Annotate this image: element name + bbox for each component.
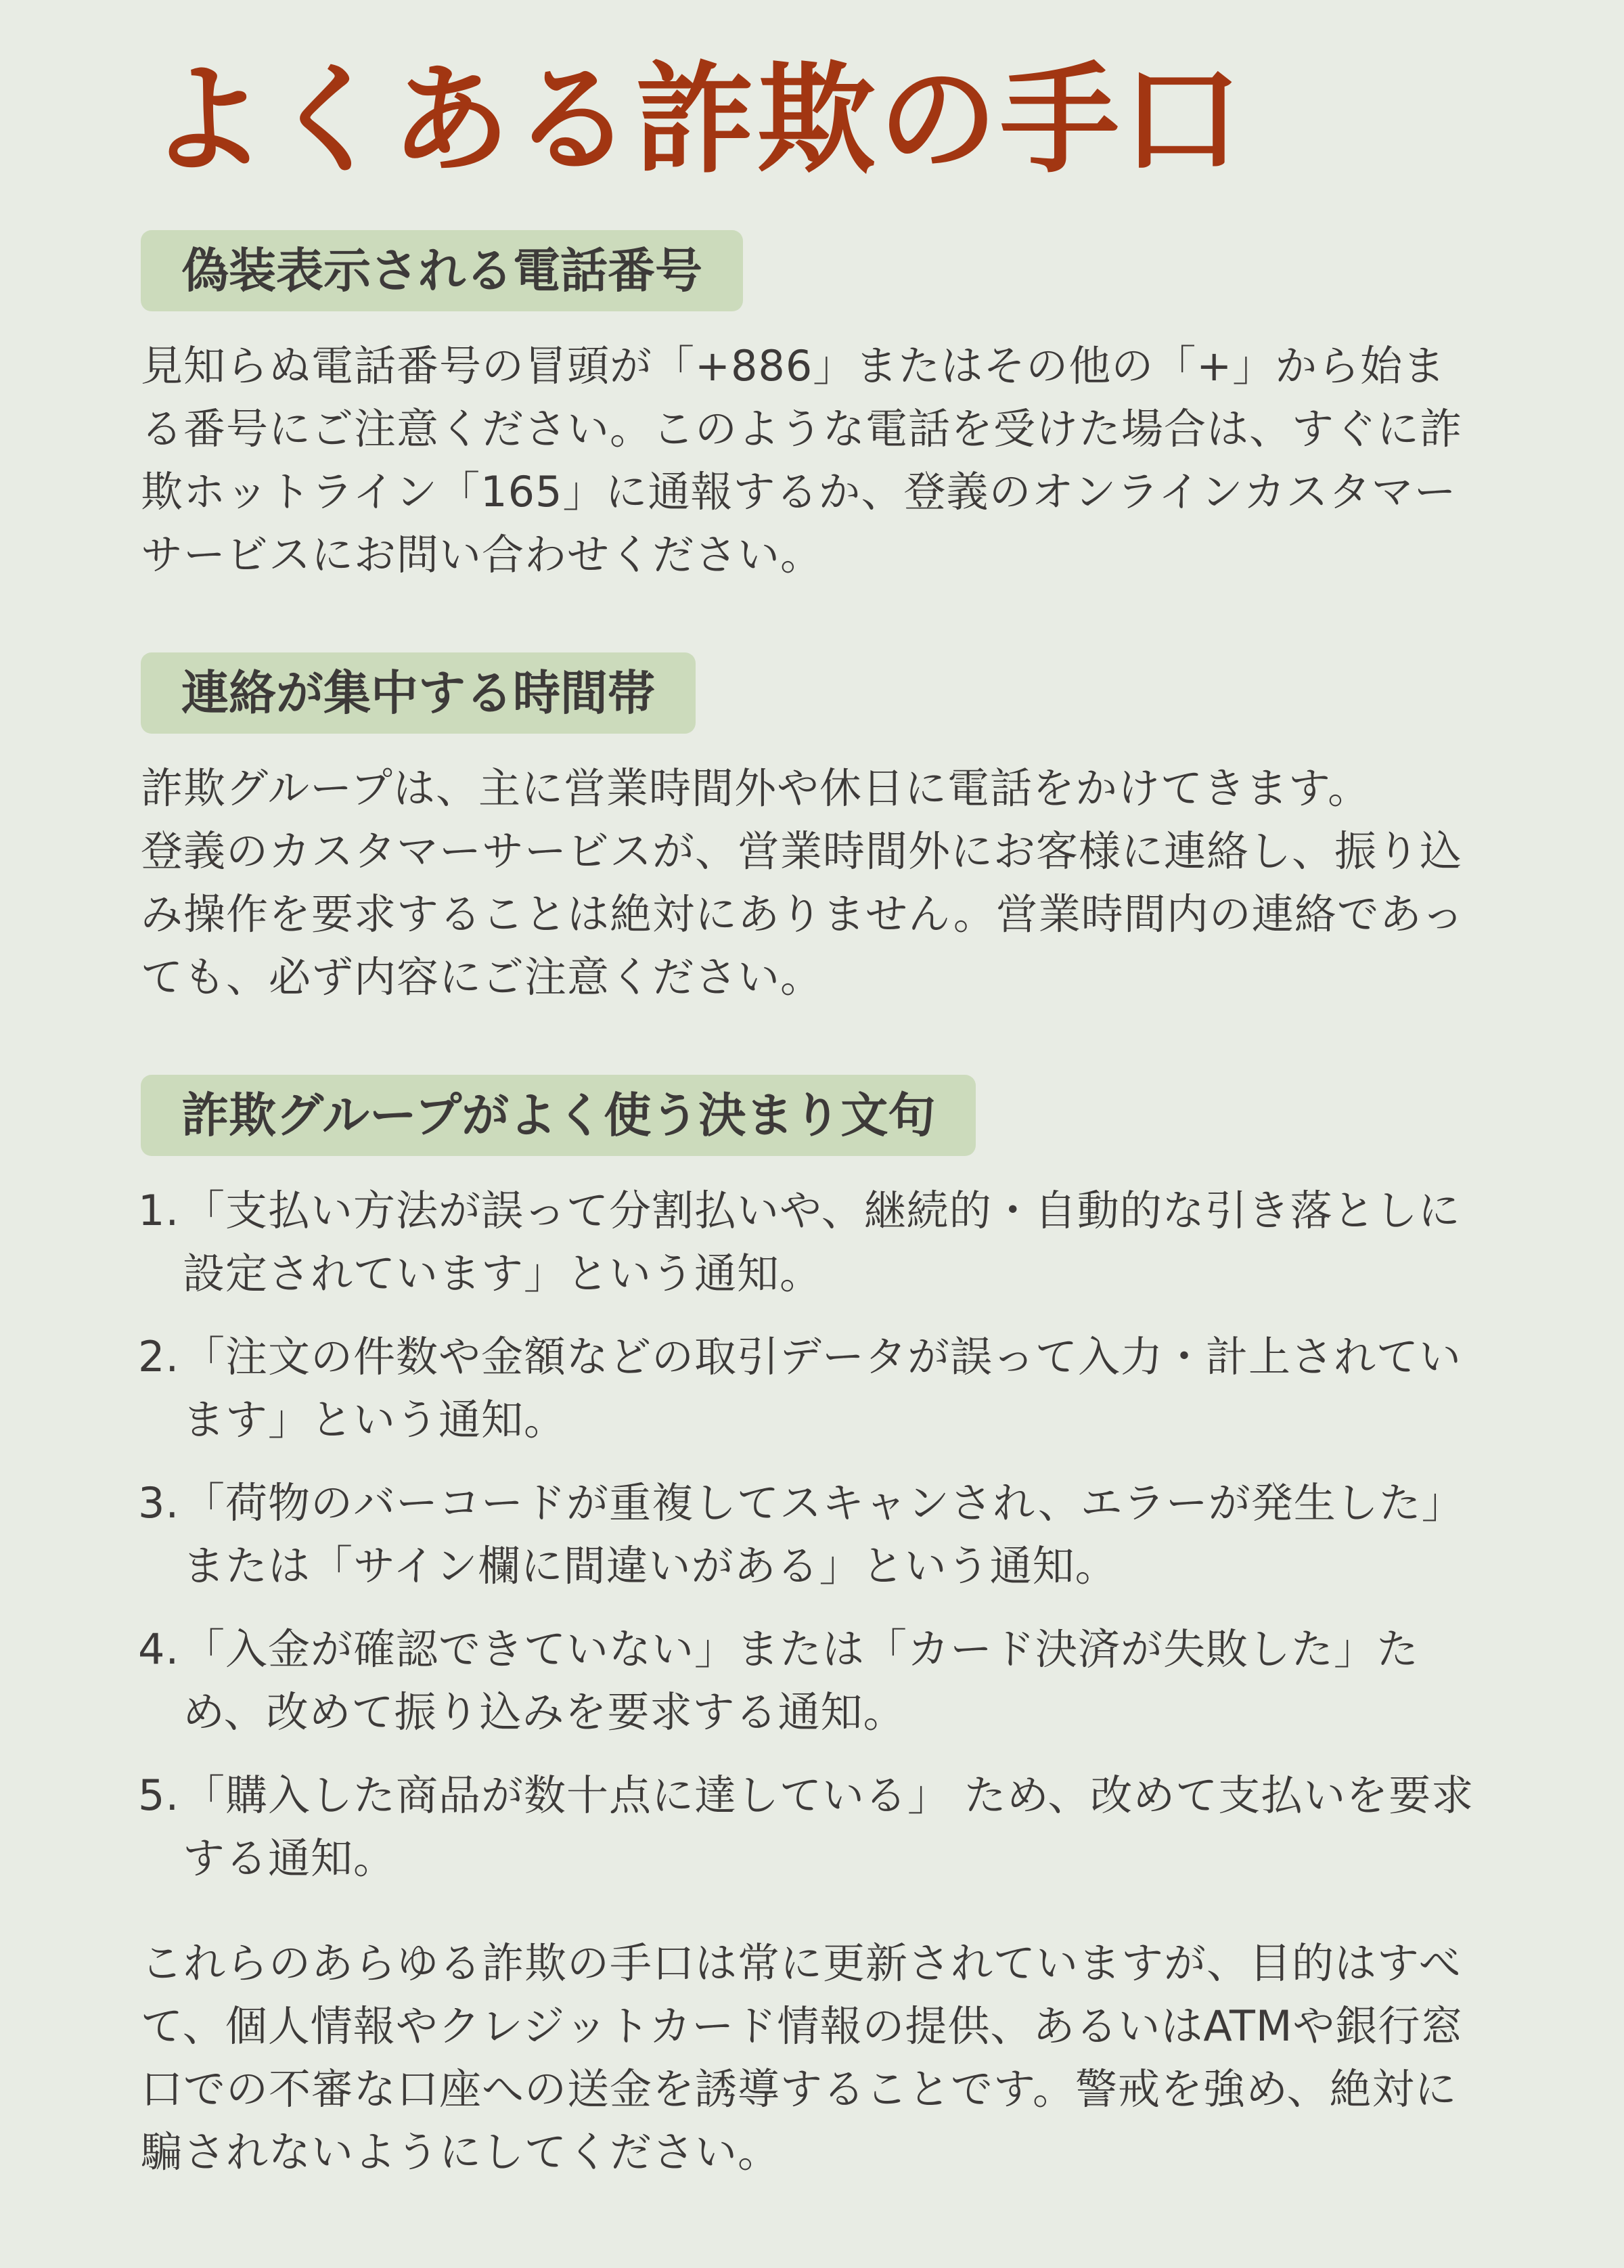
list-item [138,1471,1483,1597]
phrase-list [138,1179,1483,1890]
list-number: 5. [138,1771,180,1820]
section-heading: 連絡が集中する時間帯 [141,652,696,734]
section-common-phrases [138,1075,1483,1890]
section-heading: 詐欺グループがよく使う決まり文句 [141,1075,976,1156]
list-text: 「入金が確認できていない」または「カード決済が失敗した」ため、改めて振り込みを要求する通知。 [183,1624,1420,1737]
list-item [138,1618,1483,1743]
section-heading: 偽装表示される電話番号 [141,230,743,311]
page-title: よくある詐欺の手口 [148,51,1244,190]
list-number: 2. [138,1332,180,1381]
list-text: 「購入した商品が数十点に達している」 ため、改めて支払いを要求する通知。 [183,1771,1474,1883]
section-body [141,757,1483,1008]
list-text: 「注文の件数や金額などの取引データが誤って入力・計上されています」という通知。 [183,1332,1462,1444]
section-contact-times [141,652,1483,1008]
list-number: 4. [138,1624,180,1674]
list-item [138,1325,1483,1451]
list-number: 3. [138,1478,180,1528]
body-line: 登義のカスタマーサービスが、営業時間外にお客様に連絡し、振り込み操作を要求することは絶対にありません。営業時間内の連絡であっても、必ず内容にご注意ください。 [141,826,1465,1002]
closing-paragraph: これらのあらゆる詐欺の手口は常に更新されていますが、目的はすべて、個人情報やクレジットカード情報の提供、あるいはATMや銀行窓口での不審な口座への送金を誘導することです。警戒を強め、絶対に騙されないようにしてください。 [141,1938,1464,2177]
list-item [138,1179,1483,1305]
body-line: 詐欺グループは、主に営業時間外や休日に電話をかけてきます。 [141,763,1371,813]
section-spoofed-number [141,230,1483,586]
section-body: 見知らぬ電話番号の冒頭が「+886」またはその他の「+」から始まる番号にご注意ください。このような電話を受けた場合は、すぐに詐欺ホットライン「165」に通報するか、登義のオンラインカスタマーサービスにお問い合わせください。 [141,341,1463,579]
list-text: 「荷物のバーコードが重複してスキャンされ、エラーが発生した」または「サイン欄に間違いがある」という通知。 [183,1478,1464,1591]
list-item [138,1764,1483,1890]
list-text: 「支払い方法が誤って分割払いや、継続的・自動的な引き落としに設定されています」という通知。 [183,1186,1461,1298]
list-number: 1. [138,1186,180,1235]
